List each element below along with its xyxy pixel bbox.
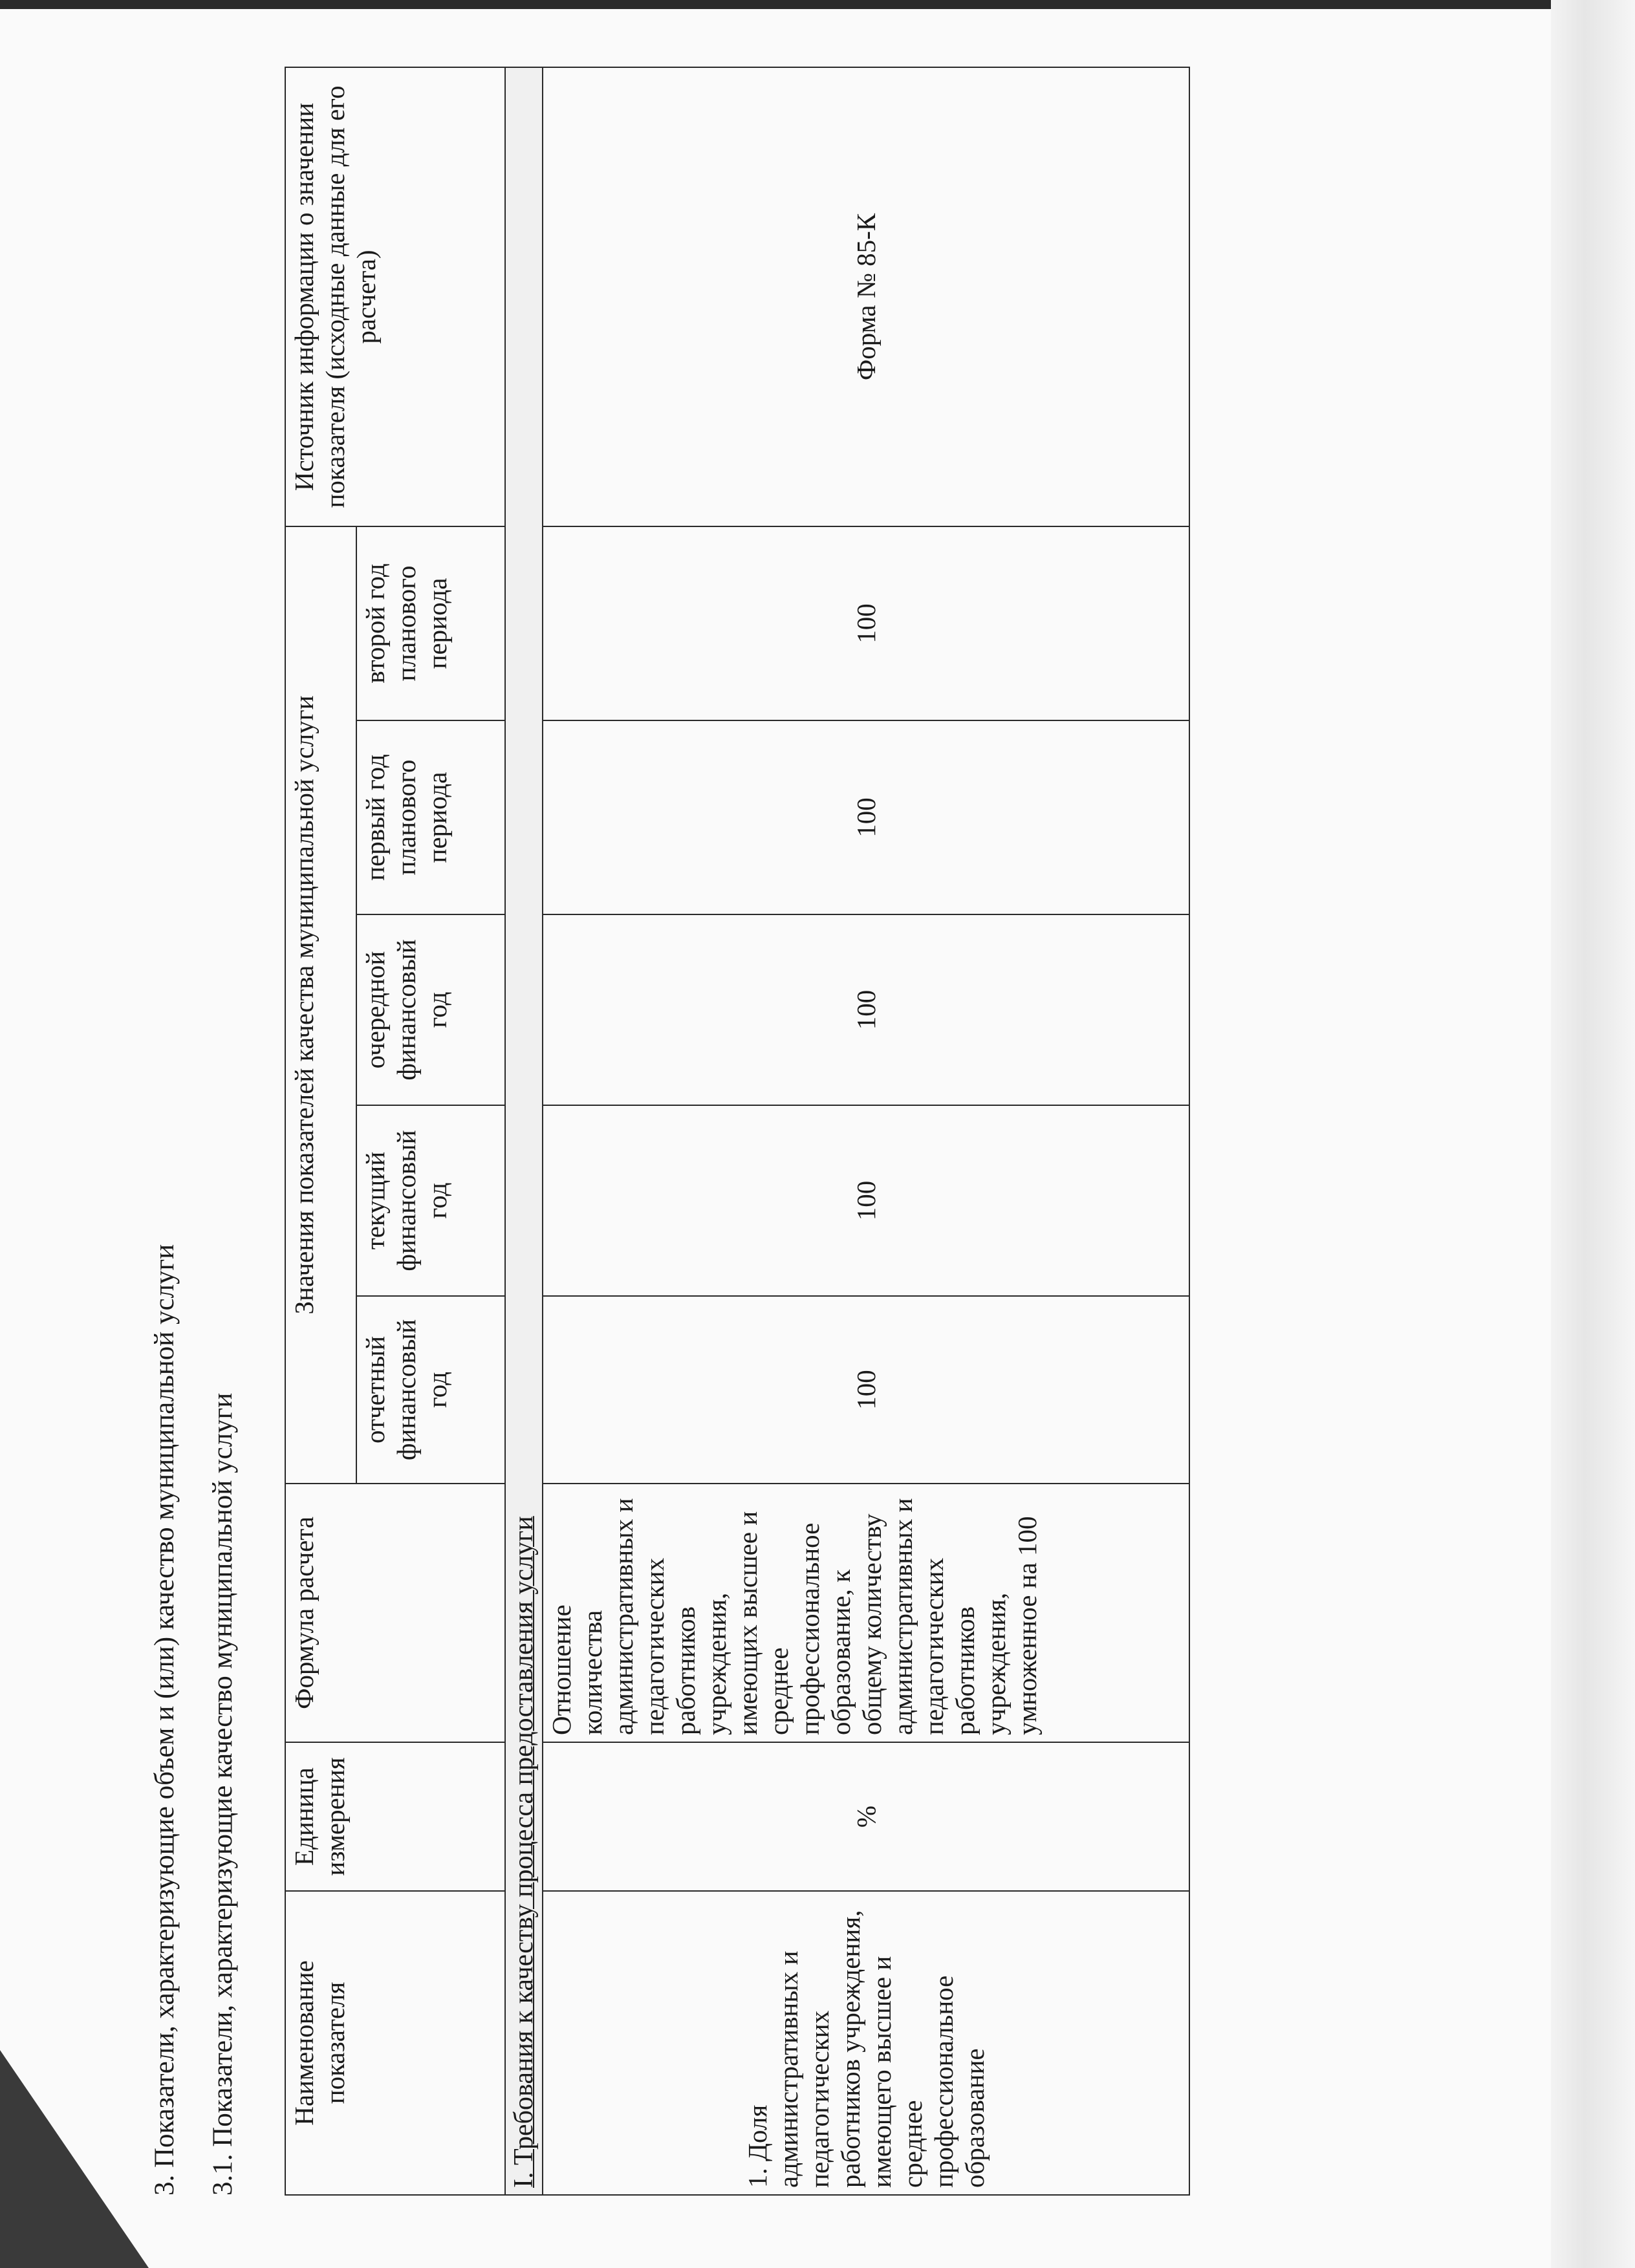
header-plan-year-1: первый год планового периода — [356, 720, 505, 914]
cell-reporting-year: 100 — [543, 1296, 1189, 1484]
cell-current-year: 100 — [543, 1105, 1189, 1296]
scan-edge-right — [1551, 0, 1635, 2268]
cell-formula: Отношение количества административных и педагогических работников учреждения, имеющих высшее и среднее профессиональное образование, к общему количеству административных и педагогических работников учреждения, умноженное на 100 — [543, 1484, 1189, 1742]
header-row-1 — [285, 67, 356, 2195]
section-heading-3-1: 3.1. Показатели, характеризующие качество муниципальной услуги — [208, 1392, 238, 2196]
cell-next-year: 100 — [543, 914, 1189, 1105]
header-unit: Единица измерения — [285, 1742, 505, 1891]
header-formula: Формула расчета — [285, 1484, 505, 1742]
section-heading-3: 3. Показатели, характеризующие объем и (или) качество муниципальной услуги — [149, 1244, 180, 2196]
quality-indicators-table — [285, 67, 1190, 2196]
header-current-year: текущий финансовый год — [356, 1105, 505, 1296]
table-row — [543, 67, 1189, 2195]
header-source: Источник информации о значении показателя (исходные данные для его расчета) — [285, 67, 505, 526]
cell-plan-year-2: 100 — [543, 526, 1189, 720]
header-reporting-year: отчетный финансовый год — [356, 1296, 505, 1484]
header-plan-year-2: второй год планового периода — [356, 526, 505, 720]
cell-source: Форма № 85-К — [543, 67, 1189, 526]
cell-plan-year-1: 100 — [543, 720, 1189, 914]
header-next-year: очередной финансовый год — [356, 914, 505, 1105]
section-row — [505, 67, 543, 2195]
scan-corner-shadow — [0, 2050, 149, 2268]
rotated-document-page — [149, 0, 1442, 2196]
cell-unit: % — [543, 1742, 1189, 1891]
header-values-group: Значения показателей качества муниципальной услуги — [285, 526, 356, 1484]
cell-indicator-name: 1. Доля административных и педагогических работников учреждения, имеющего высшее и среднее профессиональное образование — [543, 1891, 1189, 2195]
section-row-label: I. Требования к качеству процесса предоставления услуги — [509, 1516, 539, 2188]
header-indicator-name: Наименование показателя — [285, 1891, 505, 2195]
